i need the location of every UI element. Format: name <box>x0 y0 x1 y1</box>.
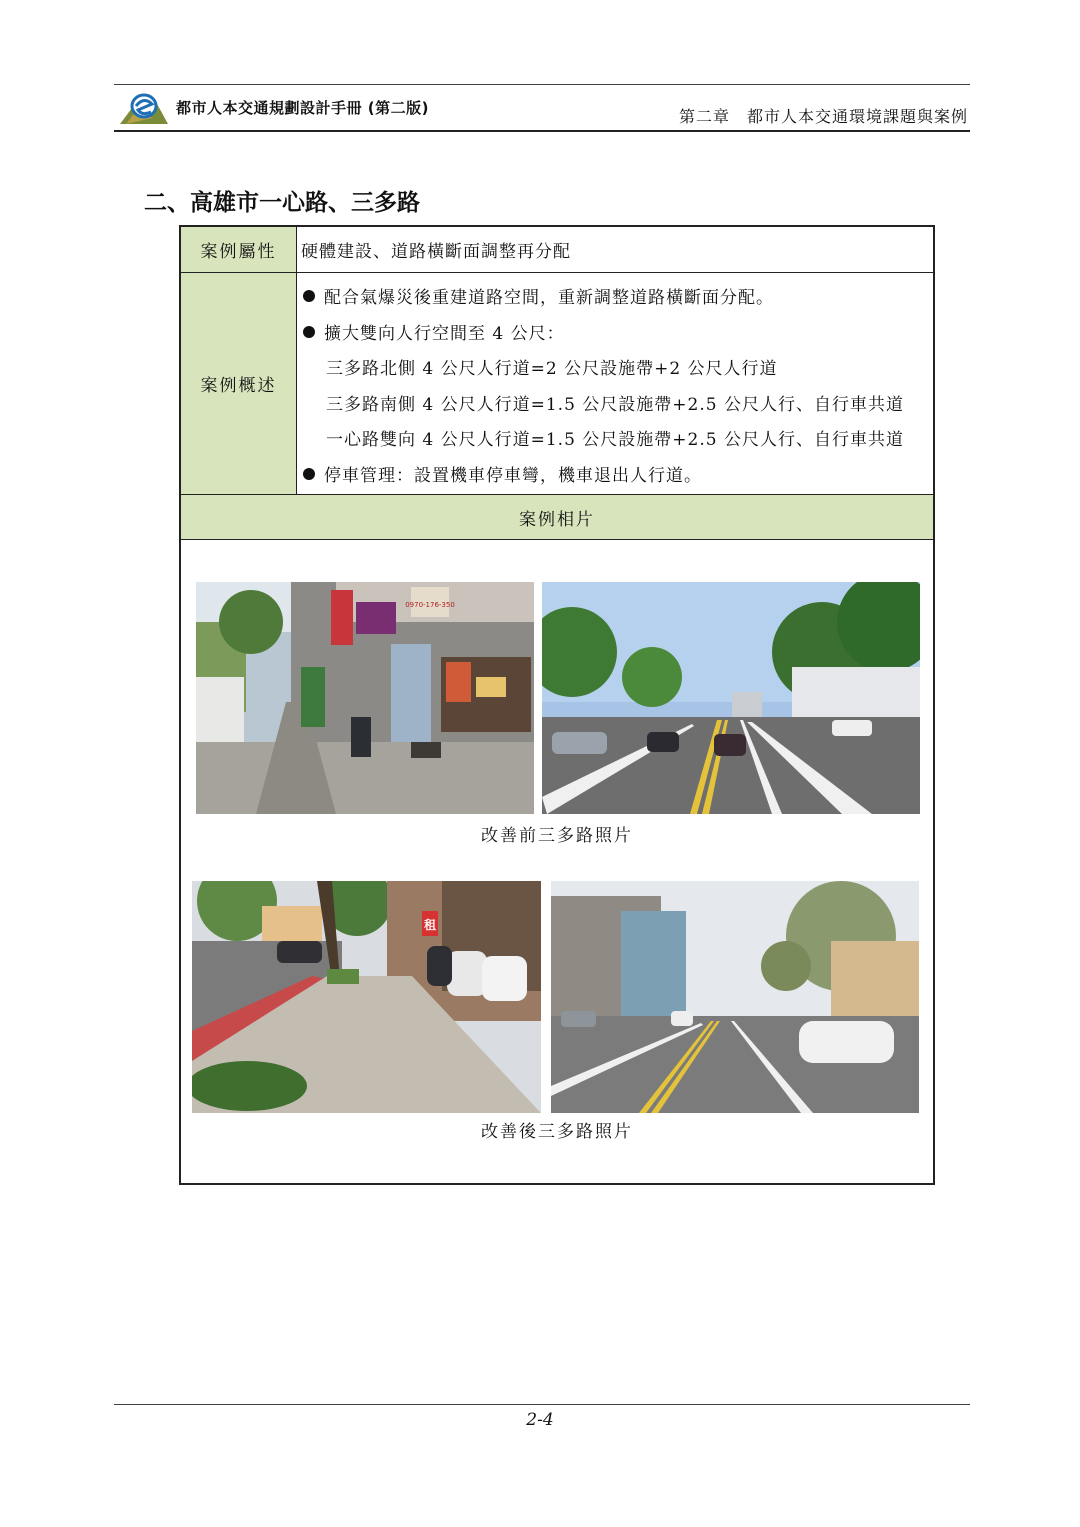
manual-logo-icon <box>118 90 170 126</box>
case-attribute-label: 案例屬性 <box>181 227 297 272</box>
bullet-icon <box>303 290 315 302</box>
page-number: 2-4 <box>526 1410 554 1430</box>
overview-item: 停車管理：設置機車停車彎，機車退出人行道。 <box>303 459 933 495</box>
photo-before-road <box>542 582 920 814</box>
chapter-title: 第二章 都市人本交通環境課題與案例 <box>678 107 968 126</box>
case-table <box>179 225 935 1185</box>
overview-item: 擴大雙向人行空間至 4 公尺： <box>303 317 933 353</box>
bullet-icon <box>303 326 315 338</box>
caption-before: 改善前三多路照片 <box>481 826 633 846</box>
bullet-icon <box>303 468 315 480</box>
header-bottom-rule <box>114 130 970 132</box>
case-overview-row <box>181 273 933 495</box>
overview-subitem: 三多路北側 4 公尺人行道=2 公尺設施帶+2 公尺人行道 <box>326 359 778 379</box>
case-overview-content <box>303 281 933 494</box>
case-attribute-value: 硬體建設、道路橫斷面調整再分配 <box>301 242 571 262</box>
photo-after-road <box>551 881 919 1113</box>
photo-before-storefront <box>196 582 534 814</box>
overview-subitem: 一心路雙向 4 公尺人行道=1.5 公尺設施帶+2.5 公尺人行、自行車共道 <box>326 430 904 450</box>
section-title: 二、高雄市一心路、三多路 <box>144 190 420 216</box>
overview-item: 配合氣爆災後重建道路空間，重新調整道路橫斷面分配。 <box>303 281 933 317</box>
shop-sign-phone: 0970-176-350 <box>405 601 455 609</box>
case-attribute-row <box>181 227 933 273</box>
caption-after: 改善後三多路照片 <box>481 1122 633 1142</box>
manual-title: 都市人本交通規劃設計手冊 (第二版) <box>176 99 429 117</box>
header-top-rule <box>114 84 970 85</box>
footer-rule <box>114 1404 970 1405</box>
shop-sign-rent: 租 <box>423 918 437 932</box>
case-overview-label: 案例概述 <box>181 273 297 494</box>
photo-after-sidewalk <box>192 881 541 1113</box>
overview-subitem: 三多路南側 4 公尺人行道=1.5 公尺設施帶+2.5 公尺人行、自行車共道 <box>326 394 904 415</box>
case-photos-header: 案例相片 <box>181 495 933 540</box>
